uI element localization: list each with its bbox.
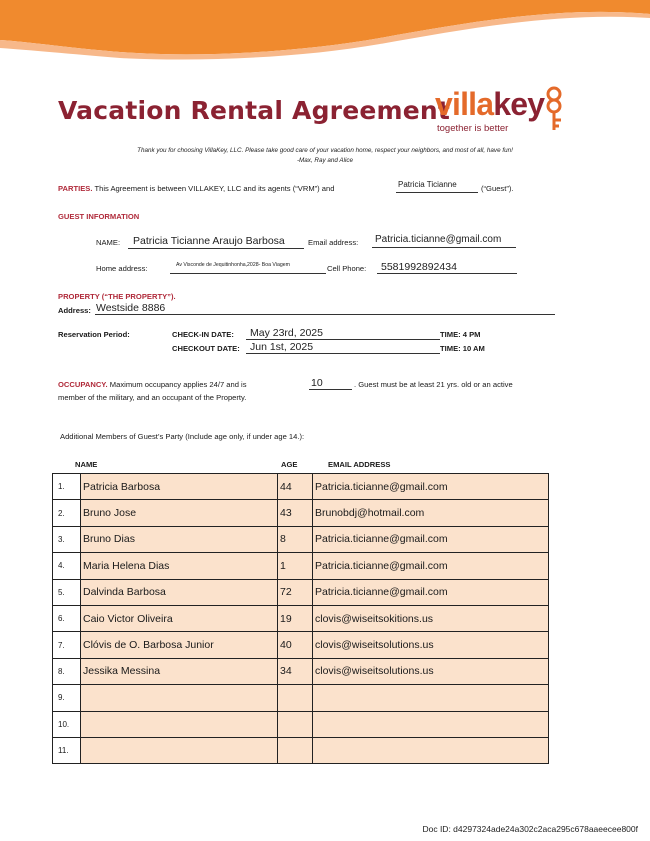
guest-age-cell[interactable]: 44 [278, 474, 313, 500]
parties-suffix: (“Guest”). [481, 184, 514, 193]
guest-name-cell[interactable] [81, 711, 278, 737]
occupancy-text-after: . Guest must be at least 21 yrs. old or an active [354, 380, 513, 389]
guest-email-cell[interactable]: Patricia.ticianne@gmail.com [313, 553, 549, 579]
guest-age-cell[interactable] [278, 685, 313, 711]
checkin-date-field[interactable]: May 23rd, 2025 [250, 327, 323, 339]
key-icon [540, 86, 568, 132]
table-row [53, 579, 549, 605]
occupancy-heading: OCCUPANCY. [58, 380, 108, 389]
guest-email-field[interactable]: Patricia.ticianne@gmail.com [375, 234, 502, 245]
cell-phone-label: Cell Phone: [327, 264, 367, 273]
guest-name-cell[interactable] [81, 685, 278, 711]
guest-email-cell[interactable] [313, 685, 549, 711]
page-title: Vacation Rental Agreement [58, 96, 451, 125]
logo-text-villa: villa [435, 86, 494, 122]
reservation-period-label: Reservation Period: [58, 330, 130, 339]
guest-email-cell[interactable]: clovis@wiseitsokitions.us [313, 605, 549, 631]
table-row [53, 526, 549, 552]
parties-label: PARTIES. [58, 184, 93, 193]
checkout-time: TIME: 10 AM [440, 344, 485, 353]
guest-name-field[interactable]: Patricia Ticianne Araujo Barbosa [133, 235, 285, 247]
guest-age-cell[interactable]: 19 [278, 605, 313, 631]
doc-id: Doc ID: d4297324ade24a302c2aca295c678aaeecee800f [422, 824, 638, 834]
row-number: 3. [53, 526, 81, 552]
row-number: 4. [53, 553, 81, 579]
guest-name-cell[interactable]: Clóvis de O. Barbosa Junior [81, 632, 278, 658]
guest-name-cell[interactable]: Caio Victor Oliveira [81, 605, 278, 631]
checkin-label: CHECK-IN DATE: [172, 330, 234, 339]
brand-tagline: together is better [437, 123, 509, 134]
guest-name-cell[interactable]: Maria Helena Dias [81, 553, 278, 579]
header-wave [0, 0, 650, 70]
thank-you-note [60, 146, 590, 166]
parties-guest-value[interactable]: Patricia Ticianne [398, 180, 457, 189]
guest-age-cell[interactable]: 43 [278, 500, 313, 526]
guest-email-cell[interactable]: Patricia.ticianne@gmail.com [313, 474, 549, 500]
guest-age-cell[interactable]: 8 [278, 526, 313, 552]
occupancy-label [58, 380, 247, 389]
guest-name-cell[interactable] [81, 737, 278, 763]
table-row [53, 553, 549, 579]
guest-email-cell[interactable]: clovis@wiseitsolutions.us [313, 658, 549, 684]
table-row [53, 474, 549, 500]
guest-email-cell[interactable]: Patricia.ticianne@gmail.com [313, 526, 549, 552]
email-label: Email address: [308, 238, 359, 247]
signature-line: -Max, Ray and Alice [296, 157, 354, 164]
row-number: 2. [53, 500, 81, 526]
property-heading: PROPERTY (“THE PROPERTY”). [58, 292, 176, 301]
row-number: 1. [53, 474, 81, 500]
col-header-email: EMAIL ADDRESS [328, 460, 391, 469]
parties-text: This Agreement is between VILLAKEY, LLC and its agents (“VRM”) and [94, 184, 335, 193]
guest-info-heading: GUEST INFORMATION [58, 212, 140, 221]
table-row [53, 685, 549, 711]
table-row [53, 737, 549, 763]
party-table [52, 473, 549, 764]
cell-phone-field[interactable]: 5581992892434 [381, 261, 457, 273]
occupancy-text-before: Maximum occupancy applies 24/7 and is [109, 380, 247, 389]
guest-email-cell[interactable] [313, 711, 549, 737]
table-row [53, 711, 549, 737]
guest-age-cell[interactable]: 34 [278, 658, 313, 684]
guest-age-cell[interactable]: 40 [278, 632, 313, 658]
row-number: 5. [53, 579, 81, 605]
row-number: 10. [53, 711, 81, 737]
table-row [53, 658, 549, 684]
logo-text-key: key [493, 86, 545, 122]
guest-email-cell[interactable]: clovis@wiseitsolutions.us [313, 632, 549, 658]
guest-email-cell[interactable] [313, 737, 549, 763]
guest-email-cell[interactable]: Patricia.ticianne@gmail.com [313, 579, 549, 605]
home-address-field[interactable]: Av Visconde de Jequitinhonha,2028- Boa Viagem [176, 262, 290, 268]
guest-age-cell[interactable] [278, 711, 313, 737]
checkout-date-field[interactable]: Jun 1st, 2025 [250, 341, 314, 353]
guest-age-cell[interactable] [278, 737, 313, 763]
row-number: 9. [53, 685, 81, 711]
party-heading: Additional Members of Guest’s Party (Include age only, if under age 14.): [60, 432, 305, 441]
guest-age-cell[interactable]: 72 [278, 579, 313, 605]
name-label: NAME: [96, 238, 121, 247]
col-header-age: AGE [281, 460, 298, 469]
brand-logo [435, 86, 544, 123]
table-row [53, 632, 549, 658]
thank-you-line: Thank you for choosing VillaKey, LLC. Please take good care of your vacation home, respect your neighbors, and most of all, have fun! [137, 147, 513, 154]
property-address-field[interactable]: Westside 8886 [96, 302, 166, 314]
guest-name-cell[interactable]: Bruno Jose [81, 500, 278, 526]
parties-clause [58, 184, 334, 193]
row-number: 6. [53, 605, 81, 631]
occupancy-line2: member of the military, and an occupant of the Property. [58, 393, 247, 402]
row-number: 7. [53, 632, 81, 658]
col-header-name: NAME [75, 460, 98, 469]
guest-name-cell[interactable]: Dalvinda Barbosa [81, 579, 278, 605]
guest-age-cell[interactable]: 1 [278, 553, 313, 579]
checkout-label: CHECKOUT DATE: [172, 344, 240, 353]
guest-name-cell[interactable]: Patricia Barbosa [81, 474, 278, 500]
table-row [53, 500, 549, 526]
guest-name-cell[interactable]: Bruno Dias [81, 526, 278, 552]
table-row [53, 605, 549, 631]
occupancy-value-field[interactable]: 10 [311, 377, 323, 389]
home-address-label: Home address: [96, 264, 148, 273]
property-address-label: Address: [58, 306, 91, 315]
guest-name-cell[interactable]: Jessika Messina [81, 658, 278, 684]
row-number: 11. [53, 737, 81, 763]
row-number: 8. [53, 658, 81, 684]
checkin-time: TIME: 4 PM [440, 330, 481, 339]
guest-email-cell[interactable]: Brunobdj@hotmail.com [313, 500, 549, 526]
